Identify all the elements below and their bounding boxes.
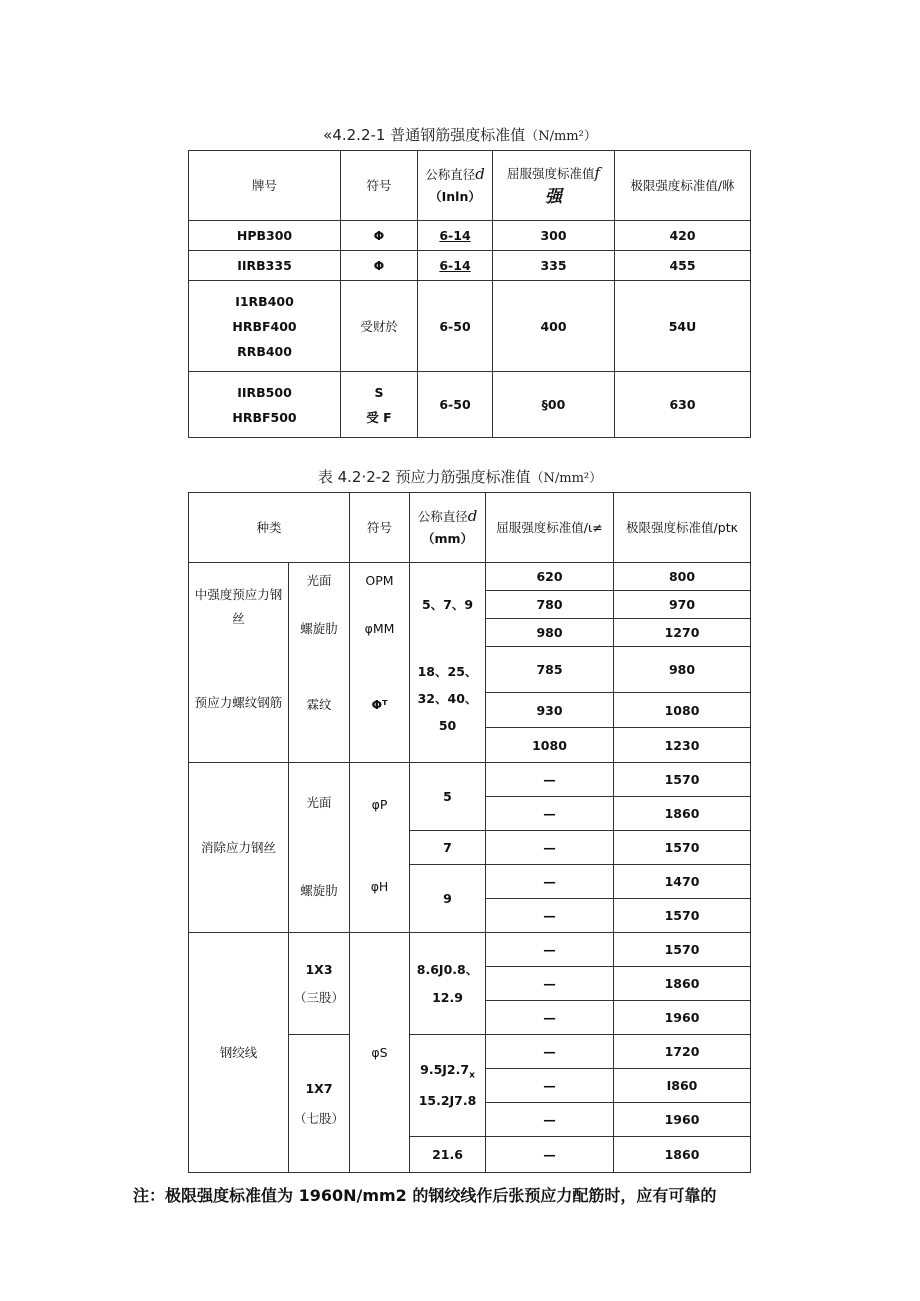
cell-yield: 930 [486,693,614,728]
diameter-thread-3: 50 [438,718,457,733]
cell-yield: — [486,1069,614,1103]
header-diameter-var: d [475,165,485,183]
cell-ultimate: 455 [615,251,751,281]
cell-diameter: 6-14 [418,251,493,281]
cell-type-relief-wire: 消除应力钢丝 [189,763,289,933]
table2-caption-unit: （N/mm²） [530,471,603,486]
cell-symbol: Φ [341,251,418,281]
table-row [189,763,751,797]
cell-yield: 780 [486,591,614,619]
cell-ultimate: 970 [614,591,751,619]
table2 [188,492,751,1173]
subtype-thread: 霖纹 [306,697,332,712]
table1-header-row [189,151,751,221]
header-yield-sub: 强 [545,187,562,207]
diameter-1x3-line1: 8.6J0.8、 [416,961,479,977]
cell-symbol: 受财於 [341,281,418,372]
table1-caption-text: «4.2.2-1 普通钢筋强度标准值 [323,126,526,144]
header-type: 种类 [189,493,350,563]
cell-yield: 335 [493,251,615,281]
cell-symbol-block2 [350,763,410,933]
cell-diameter: 6-14 [418,221,493,251]
cell-diameter-1x7 [410,1035,486,1137]
table-row [189,281,751,372]
cell-diameter-5: 5 [410,763,486,831]
cell-ultimate: 1270 [614,619,751,647]
header-diameter [418,151,493,221]
table1-caption-unit: （N/mm²） [525,129,597,144]
cell-yield: — [486,967,614,1001]
table2-header-row [189,493,751,563]
cell-ultimate: 1570 [614,763,751,797]
header-yield-var: f [594,164,601,182]
cell-subtype-1x7 [289,1035,350,1173]
cell-type-block1 [189,563,289,763]
cell-yield: — [486,1137,614,1173]
table-row [189,372,751,438]
cell-yield: §00 [493,372,615,438]
symbol-line: S [374,384,384,400]
cell-yield: — [486,831,614,865]
cell-grade: HPB300 [189,221,341,251]
cell-ultimate: 1860 [614,967,751,1001]
cell-ultimate: 1720 [614,1035,751,1069]
table-row [189,933,751,967]
header-diameter-var: d [467,507,478,525]
diameter-1x7-a: 9.5J2.7 [420,1061,470,1077]
cell-yield: — [486,1001,614,1035]
header-ultimate: 极限强度标准值/咻 [615,151,751,221]
table2-caption-text: 表 4.2·2-2 预应力筋强度标准值 [317,468,531,486]
header-diameter-label: 公称直径 [417,509,468,524]
type-mid-wire-1: 中强度预应力钢 [194,587,283,602]
cell-diameter-block1 [410,563,486,763]
diameter-thread-2: 32、40、 [417,691,478,706]
cell-grade [189,372,341,438]
cell-yield: 300 [493,221,615,251]
cell-diameter-1x3 [410,933,486,1035]
diameter-1x7-a-sub: x [469,1070,475,1081]
cell-symbol: Φ [341,221,418,251]
cell-yield: — [486,797,614,831]
cell-yield: 400 [493,281,615,372]
cell-diameter-7: 7 [410,831,486,865]
cell-ultimate: 1570 [614,933,751,967]
header-diameter-label: 公称直径 [425,167,476,182]
cell-ultimate: 1230 [614,728,751,763]
cell-diameter: 6-50 [418,372,493,438]
header-yield: 屈服强度标准值/ι≠ [486,493,614,563]
cell-subtype-1x3 [289,933,350,1035]
diameter-579: 5、7、9 [421,597,474,612]
header-diameter [410,493,486,563]
grade-line: I1RB400 [235,293,294,309]
cell-diameter-216: 21.6 [410,1137,486,1173]
cell-ultimate: 1470 [614,865,751,899]
cell-symbol [341,372,418,438]
symbol-opm: OPM [365,573,394,588]
cell-subtype-block1 [289,563,350,763]
cell-yield: 620 [486,563,614,591]
subtype-1x7-desc: （七股） [294,1110,345,1126]
diameter-thread-1: 18、25、 [417,664,478,679]
cell-ultimate: 1080 [614,693,751,728]
subtype-1x3: 1X3 [305,961,333,977]
cell-yield: 1080 [486,728,614,763]
cell-yield: — [486,763,614,797]
header-diameter-unit: （Inln） [429,189,481,204]
cell-type-strand: 钢绞线 [189,933,289,1173]
subtype-spiral2: 螺旋肋 [300,883,338,898]
header-symbol: 符号 [350,493,410,563]
cell-ultimate: 1860 [614,1137,751,1173]
subtype-1x3-desc: （三股） [294,989,345,1005]
type-mid-wire-2: 丝 [232,611,245,626]
diameter-1x7-line1 [410,1057,485,1089]
cell-ultimate: 420 [615,221,751,251]
symbol-phimm: φMM [364,621,395,636]
grade-line: RRB400 [237,343,292,359]
cell-diameter: 6-50 [418,281,493,372]
header-ultimate: 极限强度标准值/ptκ [614,493,751,563]
symbol-phih: φH [370,879,389,894]
cell-subtype-block2 [289,763,350,933]
cell-yield: — [486,1103,614,1137]
header-symbol: 符号 [341,151,418,221]
cell-symbol-phis: φS [350,933,410,1173]
cell-ultimate: 54U [615,281,751,372]
table1 [188,150,751,438]
cell-ultimate: 1570 [614,899,751,933]
header-grade: 牌号 [189,151,341,221]
cell-ultimate: 800 [614,563,751,591]
grade-line: HRBF500 [232,409,297,425]
symbol-phit: Φᵀ [371,697,388,712]
cell-diameter-9: 9 [410,865,486,933]
table1-caption [0,124,920,145]
diameter-1x3-line2: 12.9 [432,989,463,1005]
table-row [189,221,751,251]
table-row [189,251,751,281]
cell-ultimate: 1860 [614,797,751,831]
grade-line: IIRB500 [237,384,292,400]
cell-ultimate: I860 [614,1069,751,1103]
subtype-spiral: 螺旋肋 [300,621,338,636]
type-thread-bar: 预应力螺纹钢筋 [194,695,283,710]
cell-ultimate: 1960 [614,1103,751,1137]
cell-grade: IIRB335 [189,251,341,281]
header-yield-label: 屈服强度标准值 [506,166,595,181]
header-diameter-unit: （mm） [421,531,474,546]
cell-yield: — [486,933,614,967]
subtype-plain: 光面 [306,573,332,588]
subtype-plain2: 光面 [306,795,332,810]
diameter-1x7-line2: 15.2J7.8 [418,1093,477,1109]
cell-symbol-block1 [350,563,410,763]
cell-ultimate: 1570 [614,831,751,865]
cell-ultimate: 980 [614,647,751,693]
subtype-1x7: 1X7 [305,1080,333,1096]
grade-line: HRBF400 [232,318,297,334]
header-yield [493,151,615,221]
table-row [189,563,751,591]
cell-ultimate: 1960 [614,1001,751,1035]
cell-yield: — [486,1035,614,1069]
cell-yield: 980 [486,619,614,647]
symbol-phip: φP [371,797,388,812]
cell-yield: — [486,899,614,933]
cell-grade [189,281,341,372]
cell-yield: 785 [486,647,614,693]
footnote: 注：极限强度标准值为 1960N/mm2 的钢绞线作后张预应力配筋时，应有可靠的 [133,1186,717,1205]
table2-caption [0,466,920,487]
cell-ultimate: 630 [615,372,751,438]
symbol-line: 受 F [366,409,392,425]
cell-yield: — [486,865,614,899]
